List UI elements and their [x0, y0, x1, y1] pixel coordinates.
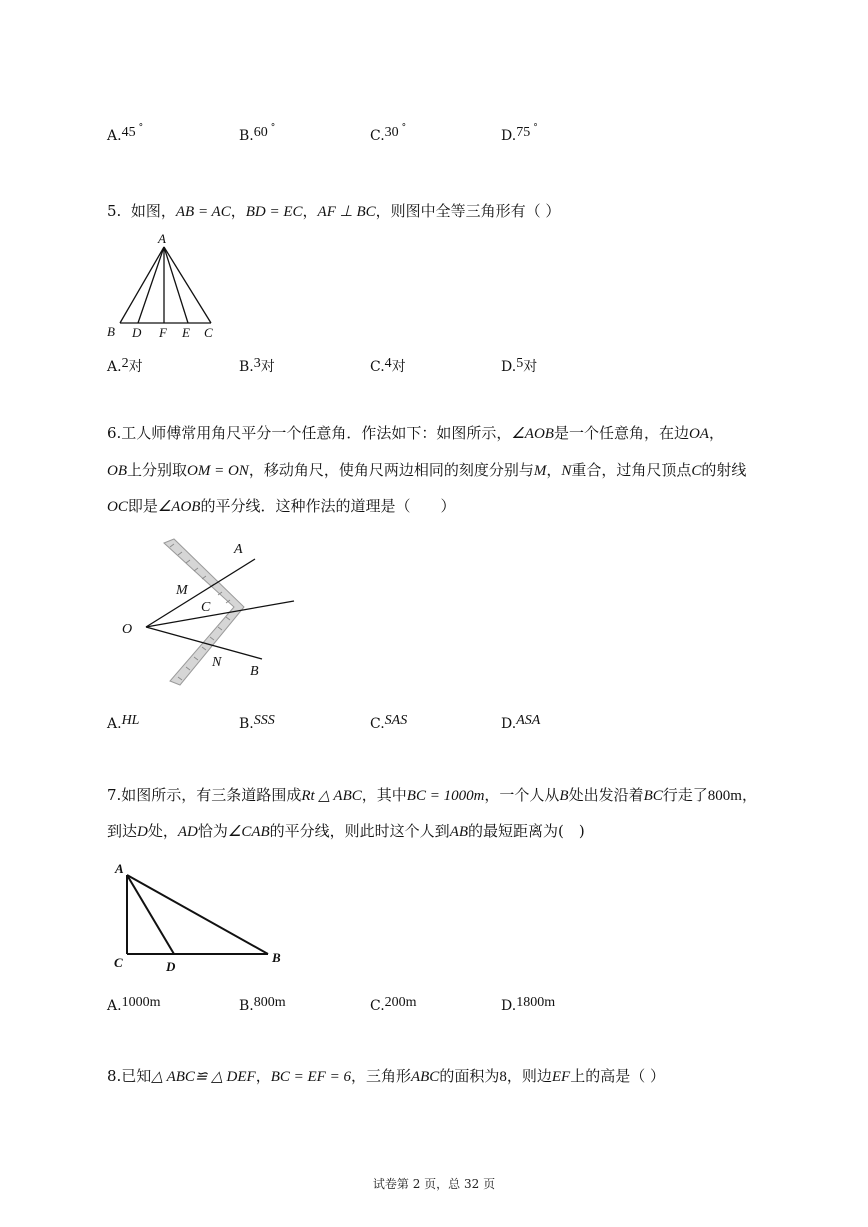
q5-stem: 5. 如图，AB = AC，BD = EC，AF ⊥ BC，则图中全等三角形有（ ） — [107, 202, 561, 220]
q6-stem-line3: OC即是∠AOB的平分线．这种作法的道理是（ ） — [107, 497, 456, 515]
q5-label-b: B — [107, 324, 115, 339]
q7-option-b[interactable]: B.800m — [239, 995, 286, 1014]
q5-label-f: F — [159, 325, 167, 340]
q7-label-b: B — [272, 950, 281, 965]
q5-label-e: E — [182, 325, 190, 340]
q6-option-d[interactable]: D.ASA — [501, 713, 541, 732]
q8-stem: 8.已知△ ABC≌ △ DEF，BC = EF = 6，三角形ABC的面积为8，则边EF上的高是（ ） — [107, 1067, 665, 1085]
page-footer: 试卷第 2 页，总 32 页 — [372, 1177, 496, 1191]
q5-option-b[interactable]: B.3对 — [239, 356, 275, 375]
q6-label-b: B — [250, 664, 259, 679]
q7-stem-line1: 7.如图所示，有三条道路围成Rt △ ABC，其中BC = 1000m，一个人从B处出发沿着BC行走了800m， — [107, 786, 757, 804]
q4-option-a[interactable]: A.45 ° — [107, 123, 144, 144]
q4-option-c[interactable]: C.30 ° — [370, 123, 407, 144]
q7-label-a: A — [115, 861, 124, 876]
q7-stem-line2: 到达D处，AD恰为∠CAB的平分线，则此时这个人到AB的最短距离为( ) — [107, 822, 585, 840]
q5-label-d: D — [132, 325, 142, 340]
q6-label-m: M — [176, 583, 188, 598]
q6-option-a[interactable]: A.HL — [107, 713, 140, 732]
q6-stem-line2: OB上分别取OM = ON，移动角尺，使角尺两边相同的刻度分别与M，N重合，过角尺顶点C的射线 — [107, 461, 747, 479]
q6-label-a: A — [234, 542, 243, 557]
q7-label-c: C — [114, 955, 123, 970]
q6-label-c: C — [201, 600, 211, 615]
q5-option-d[interactable]: D.5对 — [501, 356, 538, 375]
q6-angle-ruler-figure — [110, 535, 310, 690]
q7-option-c[interactable]: C.200m — [370, 995, 417, 1014]
q7-option-a[interactable]: A.1000m — [107, 995, 161, 1014]
q7-label-d: D — [166, 959, 176, 974]
q6-stem-line1: 6.工人师傅常用角尺平分一个任意角．作法如下：如图所示，∠AOB是一个任意角，在边OA， — [107, 424, 724, 442]
q5-label-c: C — [204, 325, 213, 340]
q5-option-a[interactable]: A.2对 — [107, 356, 143, 375]
q6-option-b[interactable]: B.SSS — [239, 713, 275, 732]
q5-option-c[interactable]: C.4对 — [370, 356, 406, 375]
q6-label-n: N — [212, 655, 222, 670]
q6-label-o: O — [122, 622, 133, 637]
q5-triangle-figure — [100, 228, 230, 343]
q6-option-c[interactable]: C.SAS — [370, 713, 408, 732]
q7-option-d[interactable]: D.1800m — [501, 995, 556, 1014]
q4-option-b[interactable]: B.60 ° — [239, 123, 276, 144]
q5-label-a: A — [158, 231, 166, 246]
q7-right-triangle-figure — [108, 855, 293, 975]
q4-option-d[interactable]: D.75 ° — [501, 123, 538, 144]
